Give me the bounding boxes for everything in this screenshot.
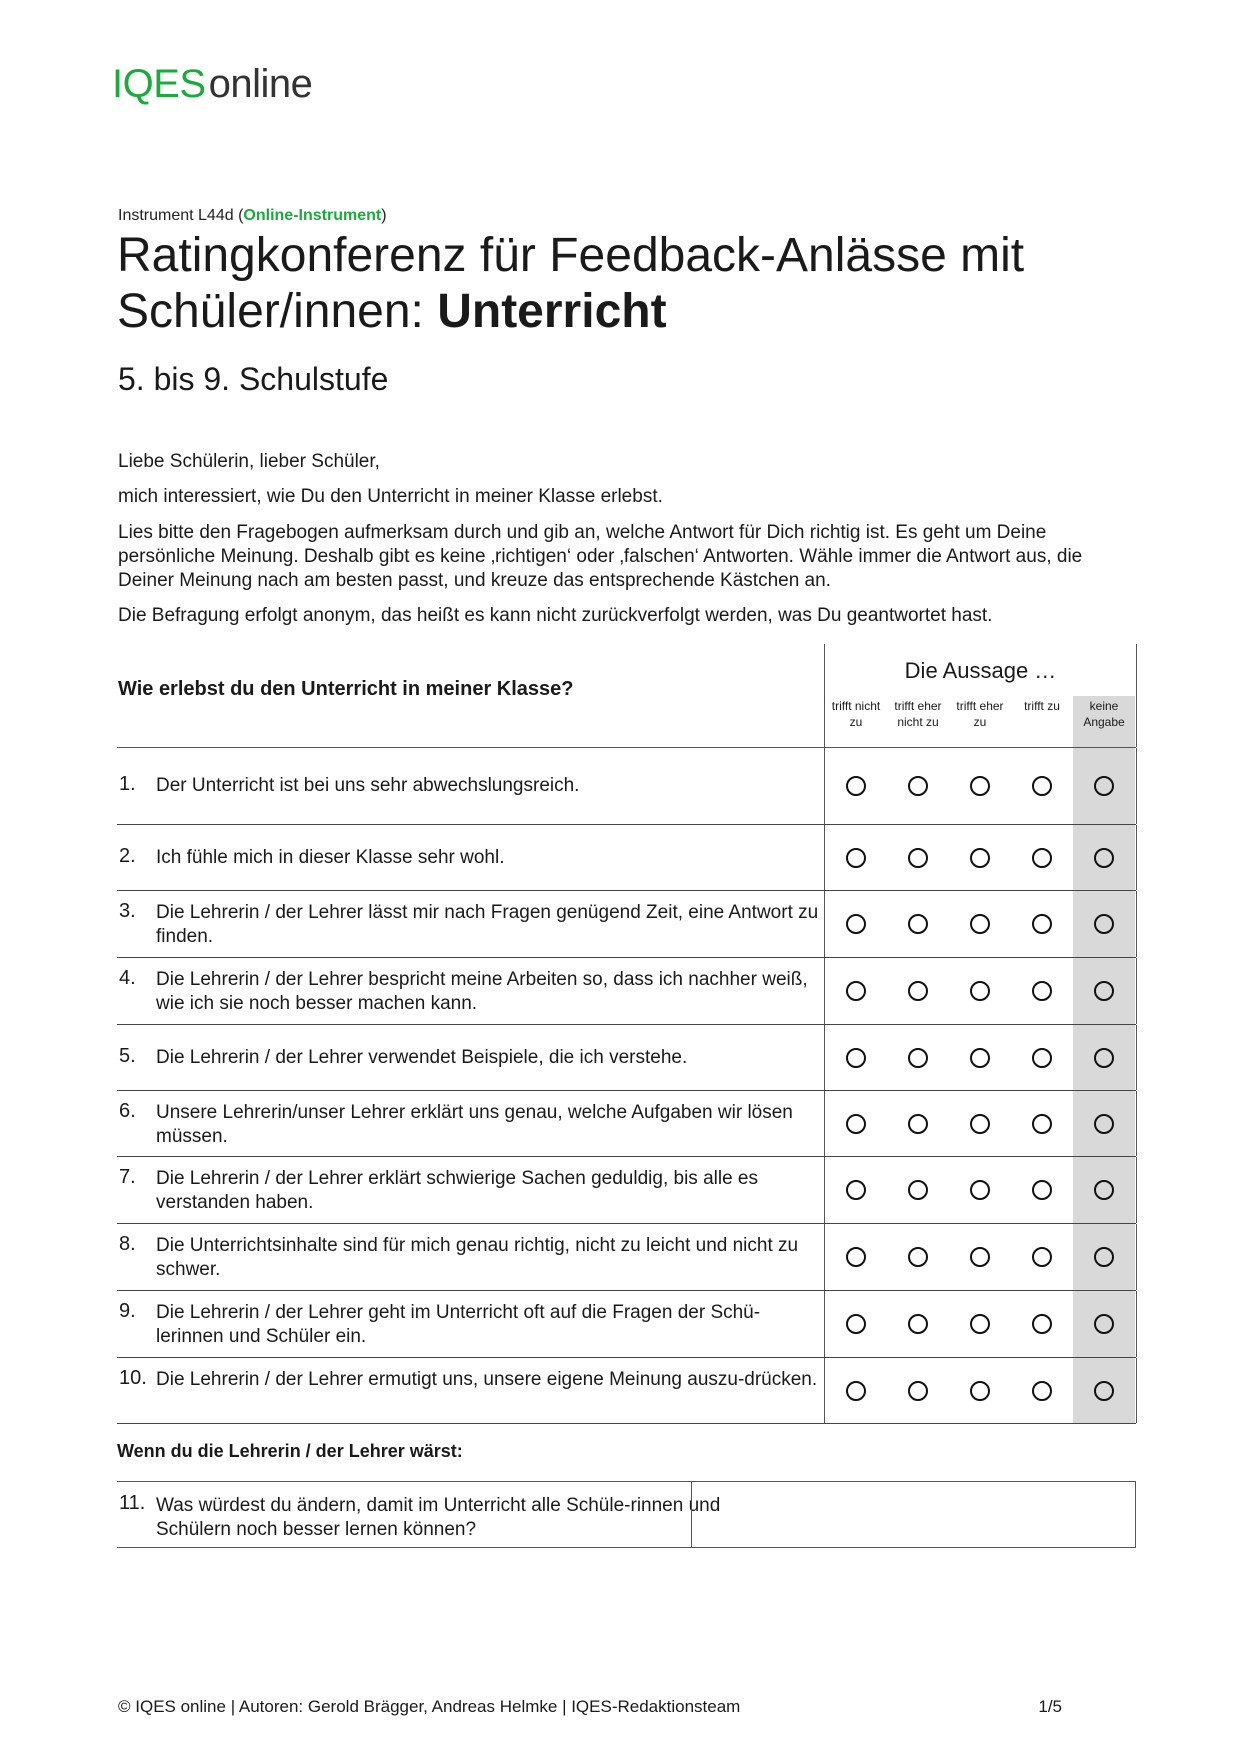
radio-circle[interactable] — [908, 1048, 928, 1068]
question-rows — [117, 748, 1136, 1424]
radio-circle[interactable] — [970, 1180, 990, 1200]
radio-circle[interactable] — [1094, 1314, 1114, 1334]
question-text: Was würdest du ändern, damit im Unterricht alle Schüle-rinnen und Schülern noch besser lernen können? — [156, 1495, 721, 1540]
footer-text: © IQES online | Autoren: Gerold Brägger, Andreas Helmke | IQES-Redaktionsteam — [118, 1697, 741, 1716]
question-row — [117, 1091, 1136, 1157]
answer-cell — [825, 825, 887, 890]
radio-circle[interactable] — [846, 776, 866, 796]
intro-greeting: Liebe Schülerin, lieber Schüler, — [118, 451, 380, 472]
answer-cell — [1011, 958, 1073, 1024]
radio-circle[interactable] — [908, 1114, 928, 1134]
radio-circle[interactable] — [1094, 1247, 1114, 1267]
radio-circle[interactable] — [1032, 914, 1052, 934]
radio-circle[interactable] — [908, 848, 928, 868]
radio-circle[interactable] — [1032, 1381, 1052, 1401]
radio-circle[interactable] — [846, 1048, 866, 1068]
answer-options — [824, 1091, 1137, 1156]
radio-circle[interactable] — [970, 914, 990, 934]
answer-cell — [1011, 1291, 1073, 1357]
question-number: 11. — [119, 1492, 146, 1514]
section2-heading: Wenn du die Lehrerin / der Lehrer wärst: — [117, 1441, 463, 1461]
title-line2-normal: Schüler/innen: — [117, 285, 438, 338]
answer-options — [824, 1224, 1137, 1290]
scale-label-trifft-zu: trifft zu — [1024, 699, 1060, 713]
question-number: 6. — [119, 1100, 136, 1122]
table-header — [117, 644, 1136, 748]
radio-circle[interactable] — [1032, 1180, 1052, 1200]
scale-label-trifft-nicht-zu: trifft nicht zu — [831, 699, 881, 729]
question-row — [117, 1224, 1136, 1291]
radio-circle[interactable] — [908, 1180, 928, 1200]
answer-options — [824, 1025, 1137, 1090]
intro-text — [118, 450, 1118, 628]
answer-cell — [825, 891, 887, 957]
radio-circle[interactable] — [1032, 776, 1052, 796]
answer-cell — [825, 1358, 887, 1423]
title-line2 — [117, 284, 1117, 340]
question-row — [117, 891, 1136, 958]
radio-circle[interactable] — [1032, 1114, 1052, 1134]
scale-label-trifft-eher-zu: trifft eher zu — [956, 699, 1004, 729]
scale-label-keine-angabe: keine Angabe — [1073, 696, 1135, 747]
radio-circle[interactable] — [970, 776, 990, 796]
answer-options — [824, 1358, 1137, 1423]
answer-cell — [949, 1224, 1011, 1290]
question-row — [117, 1157, 1136, 1224]
radio-circle[interactable] — [846, 1381, 866, 1401]
radio-circle[interactable] — [908, 914, 928, 934]
answer-options — [824, 748, 1137, 824]
answer-cell — [1011, 1025, 1073, 1090]
radio-circle[interactable] — [908, 1314, 928, 1334]
question-text: Ich fühle mich in dieser Klasse sehr wohl. — [156, 847, 505, 868]
answer-cell — [949, 891, 1011, 957]
answer-options — [824, 1157, 1137, 1223]
question-row — [117, 1291, 1136, 1358]
radio-circle[interactable] — [970, 1114, 990, 1134]
radio-circle[interactable] — [970, 1314, 990, 1334]
answer-options — [824, 825, 1137, 890]
title-line2-bold: Unterricht — [437, 285, 667, 338]
answer-options — [824, 958, 1137, 1024]
radio-circle[interactable] — [846, 1180, 866, 1200]
instrument-suffix: ) — [381, 207, 387, 224]
question-number: 7. — [119, 1166, 136, 1188]
scale-label-trifft-eher-nicht-zu: trifft eher nicht zu — [894, 699, 942, 729]
answer-cell — [1073, 1224, 1135, 1290]
radio-circle[interactable] — [846, 848, 866, 868]
question-number: 8. — [119, 1233, 136, 1255]
answer-cell — [887, 1025, 949, 1090]
question-row — [117, 748, 1136, 825]
answer-cell — [1073, 1291, 1135, 1357]
question-text: Die Lehrerin / der Lehrer verwendet Beispiele, die ich verstehe. — [156, 1047, 688, 1068]
radio-circle[interactable] — [1094, 1048, 1114, 1068]
answer-cell — [1011, 1091, 1073, 1156]
answer-cell — [1073, 748, 1135, 824]
answer-cell — [887, 1157, 949, 1223]
answer-cell — [887, 958, 949, 1024]
title-line1: Ratingkonferenz für Feedback-Anlässe mit — [117, 229, 1025, 282]
answer-cell — [1011, 1358, 1073, 1423]
question-row — [117, 1025, 1136, 1091]
intro-paragraph-2: mich interessiert, wie Du den Unterricht in meiner Klasse erlebst. — [118, 486, 663, 507]
radio-circle[interactable] — [1094, 848, 1114, 868]
answer-cell — [1011, 1157, 1073, 1223]
radio-circle[interactable] — [1032, 1247, 1052, 1267]
answer-cell — [1011, 825, 1073, 890]
answer-cell — [949, 1091, 1011, 1156]
page-number: 1/5 — [1038, 1697, 1062, 1716]
logo-online: online — [208, 62, 313, 106]
answer-cell — [887, 891, 949, 957]
answer-cell — [887, 1224, 949, 1290]
radio-circle[interactable] — [846, 1114, 866, 1134]
answer-cell — [949, 1358, 1011, 1423]
radio-circle[interactable] — [1032, 848, 1052, 868]
radio-circle[interactable] — [1094, 1180, 1114, 1200]
answer-cell — [887, 1358, 949, 1423]
radio-circle[interactable] — [1094, 776, 1114, 796]
radio-circle[interactable] — [908, 776, 928, 796]
question-text: Die Lehrerin / der Lehrer erklärt schwierige Sachen geduldig, bis alle es verstanden haben. — [156, 1168, 758, 1213]
question-text: Die Lehrerin / der Lehrer bespricht meine Arbeiten so, dass ich nachher weiß, wie ich sie noch besser machen kann. — [156, 969, 808, 1014]
answer-cell — [1011, 1224, 1073, 1290]
radio-circle[interactable] — [970, 981, 990, 1001]
logo-iqes: IQES — [112, 62, 206, 106]
question-text: Der Unterricht ist bei uns sehr abwechslungsreich. — [156, 775, 580, 796]
instrument-label — [118, 207, 387, 225]
question-number: 1. — [119, 773, 136, 795]
answer-cell — [1073, 1025, 1135, 1090]
radio-circle[interactable] — [1032, 1314, 1052, 1334]
answer-cell — [1073, 1358, 1135, 1423]
answer-cell — [1073, 958, 1135, 1024]
question-number: 10. — [119, 1367, 147, 1389]
page-subtitle: 5. bis 9. Schulstufe — [118, 361, 389, 397]
question-number: 3. — [119, 900, 136, 922]
radio-circle[interactable] — [970, 1048, 990, 1068]
radio-circle[interactable] — [846, 981, 866, 1001]
answer-cell — [887, 1091, 949, 1156]
answer-cell — [949, 1157, 1011, 1223]
radio-circle[interactable] — [1094, 914, 1114, 934]
question-row — [117, 958, 1136, 1025]
radio-circle[interactable] — [970, 1247, 990, 1267]
open-question-row — [117, 1481, 1136, 1548]
intro-paragraph-4: Die Befragung erfolgt anonym, das heißt es kann nicht zurückverfolgt werden, was Du geantwortet hast. — [118, 605, 993, 626]
answer-cell — [949, 1291, 1011, 1357]
answer-cell — [825, 1291, 887, 1357]
question-number: 5. — [119, 1045, 136, 1067]
question-text: Die Lehrerin / der Lehrer lässt mir nach Fragen genügend Zeit, eine Antwort zu finden. — [156, 902, 819, 947]
question-number: 4. — [119, 967, 136, 989]
answer-cell — [1011, 891, 1073, 957]
answer-options — [824, 1291, 1137, 1357]
answer-cell — [887, 1291, 949, 1357]
radio-circle[interactable] — [908, 1247, 928, 1267]
radio-circle[interactable] — [1032, 981, 1052, 1001]
answer-cell — [1073, 825, 1135, 890]
question-number: 2. — [119, 845, 136, 867]
answer-cell — [887, 825, 949, 890]
scale-header — [824, 644, 1137, 747]
radio-circle[interactable] — [908, 1381, 928, 1401]
radio-circle[interactable] — [970, 848, 990, 868]
radio-circle[interactable] — [1032, 1048, 1052, 1068]
table-heading: Wie erlebst du den Unterricht in meiner Klasse? — [118, 678, 574, 700]
answer-cell — [825, 958, 887, 1024]
aussage-label: Die Aussage … — [904, 658, 1057, 683]
answer-cell — [825, 1025, 887, 1090]
radio-circle[interactable] — [908, 981, 928, 1001]
question-text: Unsere Lehrerin/unser Lehrer erklärt uns genau, welche Aufgaben wir lösen müssen. — [156, 1102, 793, 1147]
radio-circle[interactable] — [846, 1314, 866, 1334]
radio-circle[interactable] — [1094, 1114, 1114, 1134]
question-row — [117, 1358, 1136, 1424]
iqes-logo — [112, 64, 312, 104]
answer-cell — [949, 958, 1011, 1024]
radio-circle[interactable] — [846, 914, 866, 934]
answer-cell — [1073, 891, 1135, 957]
answer-cell — [825, 1224, 887, 1290]
page-title — [117, 228, 1117, 340]
open-answer-field[interactable] — [691, 1482, 1136, 1547]
answer-cell — [1073, 1091, 1135, 1156]
answer-cell — [949, 748, 1011, 824]
radio-circle[interactable] — [1094, 981, 1114, 1001]
question-text: Die Unterrichtsinhalte sind für mich genau richtig, nicht zu leicht und nicht zu schwer. — [156, 1235, 799, 1280]
instrument-prefix: Instrument L44d ( — [118, 207, 244, 224]
question-number: 9. — [119, 1300, 136, 1322]
questionnaire-table — [117, 644, 1136, 1424]
question-row — [117, 825, 1136, 891]
radio-circle[interactable] — [1094, 1381, 1114, 1401]
question-text: Die Lehrerin / der Lehrer geht im Unterricht oft auf die Fragen der Schü-lerinnen und Schüler ein. — [156, 1302, 761, 1347]
answer-cell — [1073, 1157, 1135, 1223]
answer-cell — [949, 825, 1011, 890]
instrument-highlight: Online-Instrument — [243, 207, 382, 224]
radio-circle[interactable] — [846, 1247, 866, 1267]
page-footer — [118, 1697, 1062, 1717]
answer-cell — [949, 1025, 1011, 1090]
answer-options — [824, 891, 1137, 957]
scale-labels — [825, 696, 1136, 747]
answer-cell — [825, 1091, 887, 1156]
intro-paragraph-3: Lies bitte den Fragebogen aufmerksam durch und gib an, welche Antwort für Dich richtig ist. Es geht um Deine persönliche Meinung. Deshalb gibt es keine ‚richtigen‘ oder ‚falschen‘ Antworten. Wähle immer die Antwort aus, die Deiner Meinung nach am besten passt, und kreuze das entsprechende Kästchen an. — [118, 522, 1083, 591]
question-text: Die Lehrerin / der Lehrer ermutigt uns, unsere eigene Meinung auszu-drücken. — [156, 1369, 818, 1390]
radio-circle[interactable] — [970, 1381, 990, 1401]
answer-cell — [1011, 748, 1073, 824]
answer-cell — [887, 748, 949, 824]
answer-cell — [825, 748, 887, 824]
answer-cell — [825, 1157, 887, 1223]
